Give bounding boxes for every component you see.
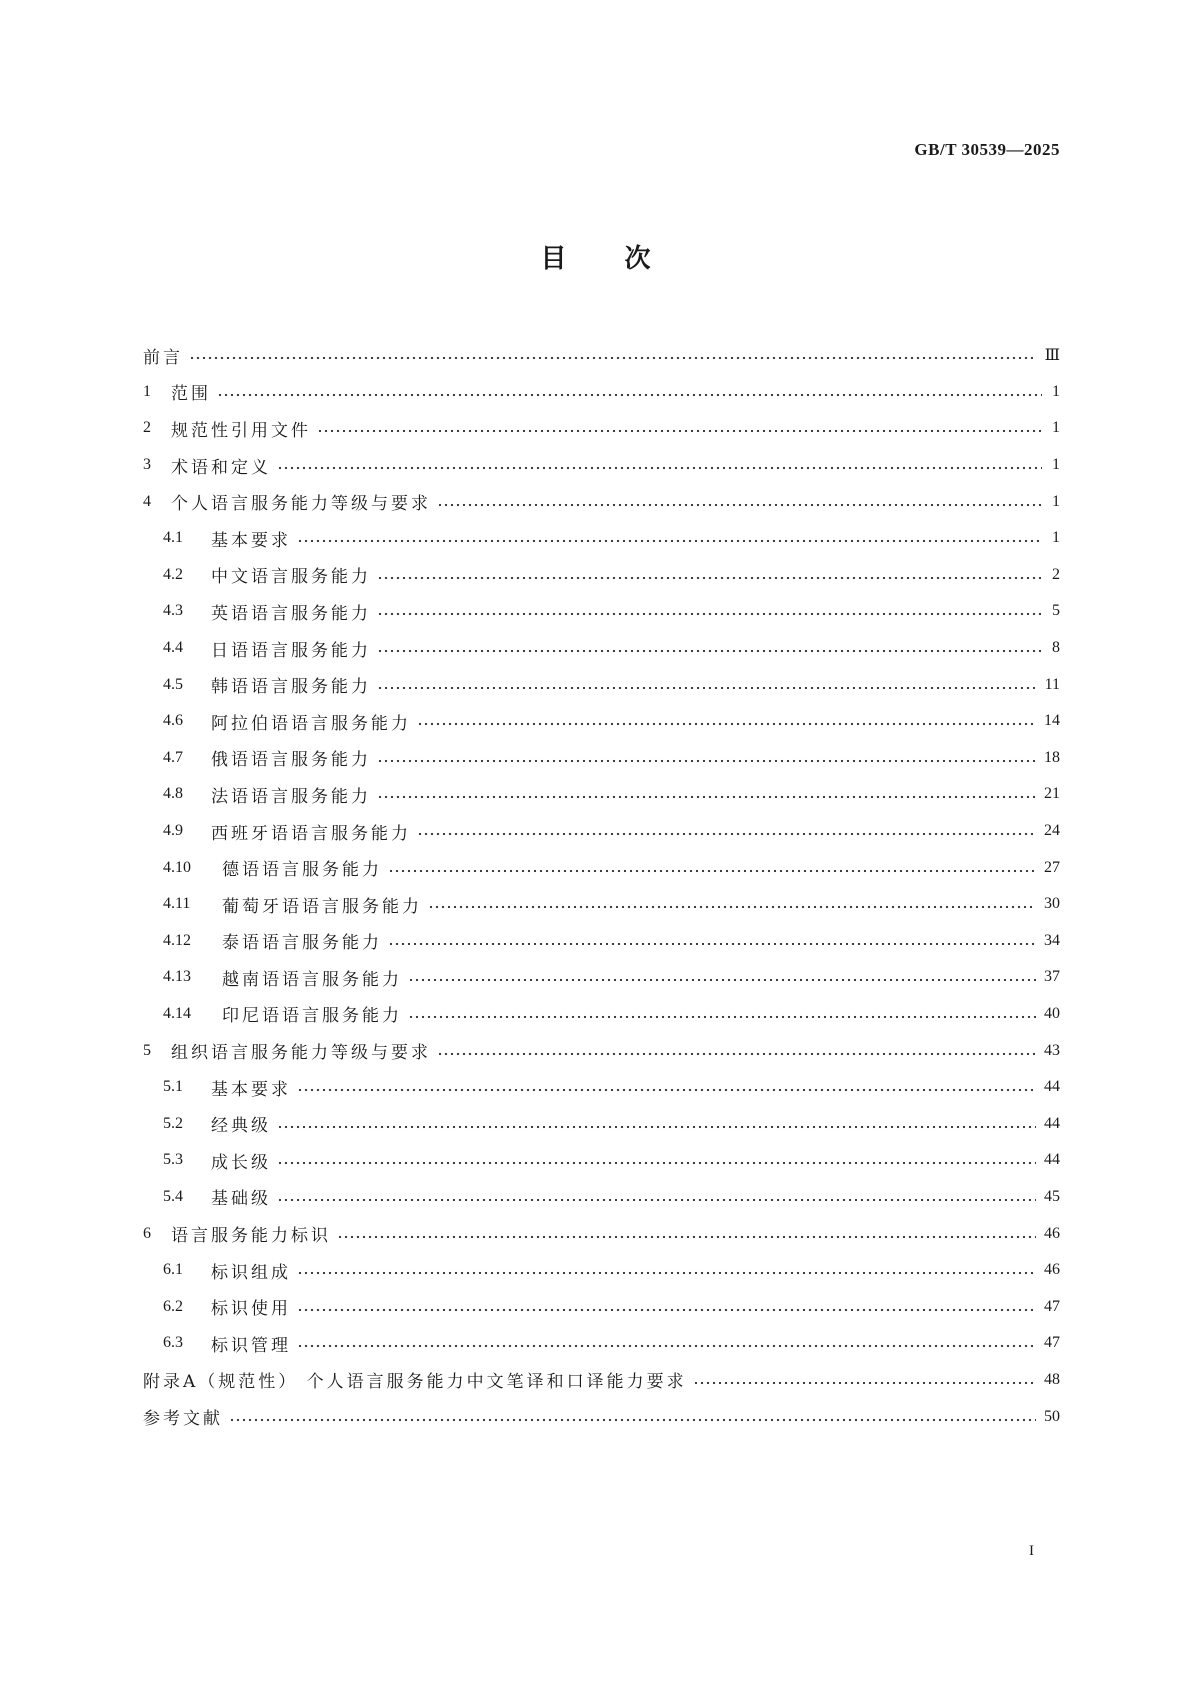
toc-entry-page: 48 xyxy=(1044,1370,1060,1388)
toc-dot-leader xyxy=(277,1125,1036,1129)
toc-entry-number: 4.1 xyxy=(163,529,183,547)
toc-entry-page: 1 xyxy=(1052,492,1060,510)
toc-dot-leader xyxy=(388,869,1036,873)
toc-entry[interactable] xyxy=(143,666,1060,703)
toc-entry-page: 14 xyxy=(1044,712,1060,730)
toc-entry-page: 47 xyxy=(1044,1297,1060,1315)
toc-dot-leader xyxy=(428,905,1036,909)
toc-entry[interactable] xyxy=(143,1032,1060,1069)
toc-entry-number: 4.2 xyxy=(163,565,183,583)
toc-entry-page: 18 xyxy=(1044,748,1060,766)
toc-entry-number: 6.3 xyxy=(163,1334,183,1352)
toc-entry-page: 1 xyxy=(1052,529,1060,547)
toc-dot-leader xyxy=(317,429,1042,433)
toc-entry[interactable] xyxy=(143,483,1060,520)
toc-entry-number: 6.2 xyxy=(163,1297,183,1315)
toc-entry-page: 46 xyxy=(1044,1224,1060,1242)
toc-entry-page: 8 xyxy=(1052,639,1060,657)
toc-entry-title: 经典级 xyxy=(211,1116,271,1137)
toc-entry-number: 4.6 xyxy=(163,712,183,730)
toc-entry-title: 基本要求 xyxy=(211,1079,291,1100)
toc-entry-page: Ⅲ xyxy=(1044,347,1060,365)
toc-entry-title: 术语和定义 xyxy=(171,457,271,478)
toc-entry-number: 4.12 xyxy=(163,931,191,949)
toc-dot-leader xyxy=(408,978,1036,982)
toc-entry-title: 范围 xyxy=(171,384,211,405)
toc-dot-leader xyxy=(277,1198,1036,1202)
toc-dot-leader xyxy=(297,1308,1036,1312)
toc-entry-number: 4.3 xyxy=(163,602,183,620)
toc-dot-leader xyxy=(417,722,1036,726)
toc-dot-leader xyxy=(437,503,1042,507)
toc-entry-title: 个人语言服务能力等级与要求 xyxy=(171,494,431,515)
toc-entry-page: 30 xyxy=(1044,895,1060,913)
toc-entry[interactable] xyxy=(143,1398,1060,1435)
toc-entry-number: 5.1 xyxy=(163,1078,183,1096)
toc-entry[interactable] xyxy=(143,557,1060,594)
toc-entry-title: 标识管理 xyxy=(211,1335,291,1356)
toc-entry[interactable] xyxy=(143,1069,1060,1106)
toc-entry-title: 葡萄牙语语言服务能力 xyxy=(222,896,422,917)
toc-entry-title: 标识使用 xyxy=(211,1299,291,1320)
toc-entry[interactable] xyxy=(143,1252,1060,1289)
toc-entry-title: 法语语言服务能力 xyxy=(211,786,371,807)
toc-entry-page: 27 xyxy=(1044,858,1060,876)
toc-entry-number: 4 xyxy=(143,492,151,510)
toc-entry-title: 参考文献 xyxy=(143,1409,223,1430)
toc-entry-page: 44 xyxy=(1044,1078,1060,1096)
toc-dot-leader xyxy=(297,539,1042,543)
toc-dot-leader xyxy=(377,795,1036,799)
toc-entry-page: 47 xyxy=(1044,1334,1060,1352)
toc-entry-page: 44 xyxy=(1044,1114,1060,1132)
toc-dot-leader xyxy=(297,1271,1036,1275)
toc-entry-page: 45 xyxy=(1044,1187,1060,1205)
toc-entry-page: 1 xyxy=(1052,382,1060,400)
toc-dot-leader xyxy=(277,466,1042,470)
toc-entry[interactable] xyxy=(143,1215,1060,1252)
toc-entry[interactable] xyxy=(143,1179,1060,1216)
toc-entry-title: 组织语言服务能力等级与要求 xyxy=(171,1043,431,1064)
toc-entry[interactable] xyxy=(143,886,1060,923)
toc-entry-title: 阿拉伯语语言服务能力 xyxy=(211,713,411,734)
toc-entry-number: 5.4 xyxy=(163,1187,183,1205)
toc-entry-page: 2 xyxy=(1052,565,1060,583)
toc-entry-page: 46 xyxy=(1044,1261,1060,1279)
toc-entry-title: 西班牙语语言服务能力 xyxy=(211,823,411,844)
toc-entry[interactable] xyxy=(143,813,1060,850)
toc-entry[interactable] xyxy=(143,1288,1060,1325)
toc-entry-number: 4.7 xyxy=(163,748,183,766)
toc-entry[interactable] xyxy=(143,520,1060,557)
toc-entry-title: 附录A（规范性） 个人语言服务能力中文笔译和口译能力要求 xyxy=(143,1372,687,1393)
toc-entry-title: 印尼语语言服务能力 xyxy=(222,1006,402,1027)
toc-entry-page: 44 xyxy=(1044,1151,1060,1169)
toc-dot-leader xyxy=(437,1052,1036,1056)
toc-entry-number: 6 xyxy=(143,1224,151,1242)
toc-entry[interactable] xyxy=(143,337,1060,374)
toc-entry-page: 11 xyxy=(1044,675,1060,693)
toc-entry-title: 规范性引用文件 xyxy=(171,420,311,441)
toc-entry-number: 3 xyxy=(143,456,151,474)
toc-entry-page: 34 xyxy=(1044,931,1060,949)
toc-entry-number: 4.5 xyxy=(163,675,183,693)
toc-entry[interactable] xyxy=(143,447,1060,484)
toc-entry-page: 37 xyxy=(1044,968,1060,986)
toc-entry[interactable] xyxy=(143,1362,1060,1399)
toc-entry-title: 成长级 xyxy=(211,1152,271,1173)
toc-entry-number: 4.8 xyxy=(163,785,183,803)
toc-dot-leader xyxy=(377,576,1042,580)
toc-entry[interactable] xyxy=(143,849,1060,886)
toc-entry[interactable] xyxy=(143,740,1060,777)
toc-dot-leader xyxy=(337,1235,1036,1239)
standard-code: GB/T 30539—2025 xyxy=(914,140,1060,159)
toc-entry-number: 4.9 xyxy=(163,822,183,840)
toc-entry-number: 6.1 xyxy=(163,1261,183,1279)
toc-entry-title: 日语语言服务能力 xyxy=(211,640,371,661)
toc-dot-leader xyxy=(377,612,1042,616)
toc-dot-leader xyxy=(377,759,1036,763)
toc-entry-title: 基础级 xyxy=(211,1189,271,1210)
toc-entry[interactable] xyxy=(143,593,1060,630)
toc-entry[interactable] xyxy=(143,996,1060,1033)
toc-entry[interactable] xyxy=(143,703,1060,740)
page-number: I xyxy=(1029,1543,1034,1559)
toc-entry[interactable] xyxy=(143,410,1060,447)
toc-entry-title: 基本要求 xyxy=(211,530,291,551)
toc-entry-number: 4.14 xyxy=(163,1004,191,1022)
toc-entry-number: 5.2 xyxy=(163,1114,183,1132)
toc-entry-title: 语言服务能力标识 xyxy=(171,1226,331,1247)
toc-entry-number: 5 xyxy=(143,1041,151,1059)
toc-entry-title: 前言 xyxy=(143,347,183,368)
toc-dot-leader xyxy=(693,1381,1036,1385)
toc-entry-number: 4.10 xyxy=(163,858,191,876)
toc-dot-leader xyxy=(297,1088,1036,1092)
toc-dot-leader xyxy=(189,356,1037,360)
toc-entry-page: 50 xyxy=(1044,1407,1060,1425)
toc-entry-number: 1 xyxy=(143,382,151,400)
toc-dot-leader xyxy=(217,393,1042,397)
toc-dot-leader xyxy=(417,832,1036,836)
toc-entry[interactable] xyxy=(143,374,1060,411)
toc-dot-leader xyxy=(377,649,1042,653)
toc-entry-title: 英语语言服务能力 xyxy=(211,603,371,624)
toc-entry[interactable] xyxy=(143,776,1060,813)
toc-entry-page: 40 xyxy=(1044,1004,1060,1022)
toc-entry-page: 21 xyxy=(1044,785,1060,803)
toc-dot-leader xyxy=(297,1344,1036,1348)
toc-entry-title: 泰语语言服务能力 xyxy=(222,933,382,954)
toc-entry-page: 5 xyxy=(1052,602,1060,620)
toc-entry[interactable] xyxy=(143,923,1060,960)
toc-entry-page: 24 xyxy=(1044,822,1060,840)
toc-entry-title: 越南语语言服务能力 xyxy=(222,969,402,990)
toc-entry-page: 1 xyxy=(1052,456,1060,474)
toc-entry[interactable] xyxy=(143,1105,1060,1142)
toc-entry-title: 中文语言服务能力 xyxy=(211,567,371,588)
toc-entry-title: 韩语语言服务能力 xyxy=(211,677,371,698)
toc-entry[interactable] xyxy=(143,959,1060,996)
toc-entry-number: 4.11 xyxy=(163,895,191,913)
toc-dot-leader xyxy=(408,1015,1036,1019)
toc-entry[interactable] xyxy=(143,630,1060,667)
toc-dot-leader xyxy=(377,686,1037,690)
toc-dot-leader xyxy=(388,942,1036,946)
toc-entry-title: 德语语言服务能力 xyxy=(222,860,382,881)
toc-entry[interactable] xyxy=(143,1142,1060,1179)
toc-entry[interactable] xyxy=(143,1325,1060,1362)
page-title: 目次 xyxy=(540,244,709,274)
toc-entry-title: 标识组成 xyxy=(211,1262,291,1283)
toc-entry-number: 2 xyxy=(143,419,151,437)
toc-entry-page: 43 xyxy=(1044,1041,1060,1059)
toc-entry-number: 4.4 xyxy=(163,639,183,657)
toc-entry-page: 1 xyxy=(1052,419,1060,437)
table-of-contents xyxy=(143,337,1060,1435)
toc-dot-leader xyxy=(229,1418,1036,1422)
toc-entry-number: 4.13 xyxy=(163,968,191,986)
toc-entry-title: 俄语语言服务能力 xyxy=(211,750,371,771)
toc-dot-leader xyxy=(277,1161,1036,1165)
toc-entry-number: 5.3 xyxy=(163,1151,183,1169)
